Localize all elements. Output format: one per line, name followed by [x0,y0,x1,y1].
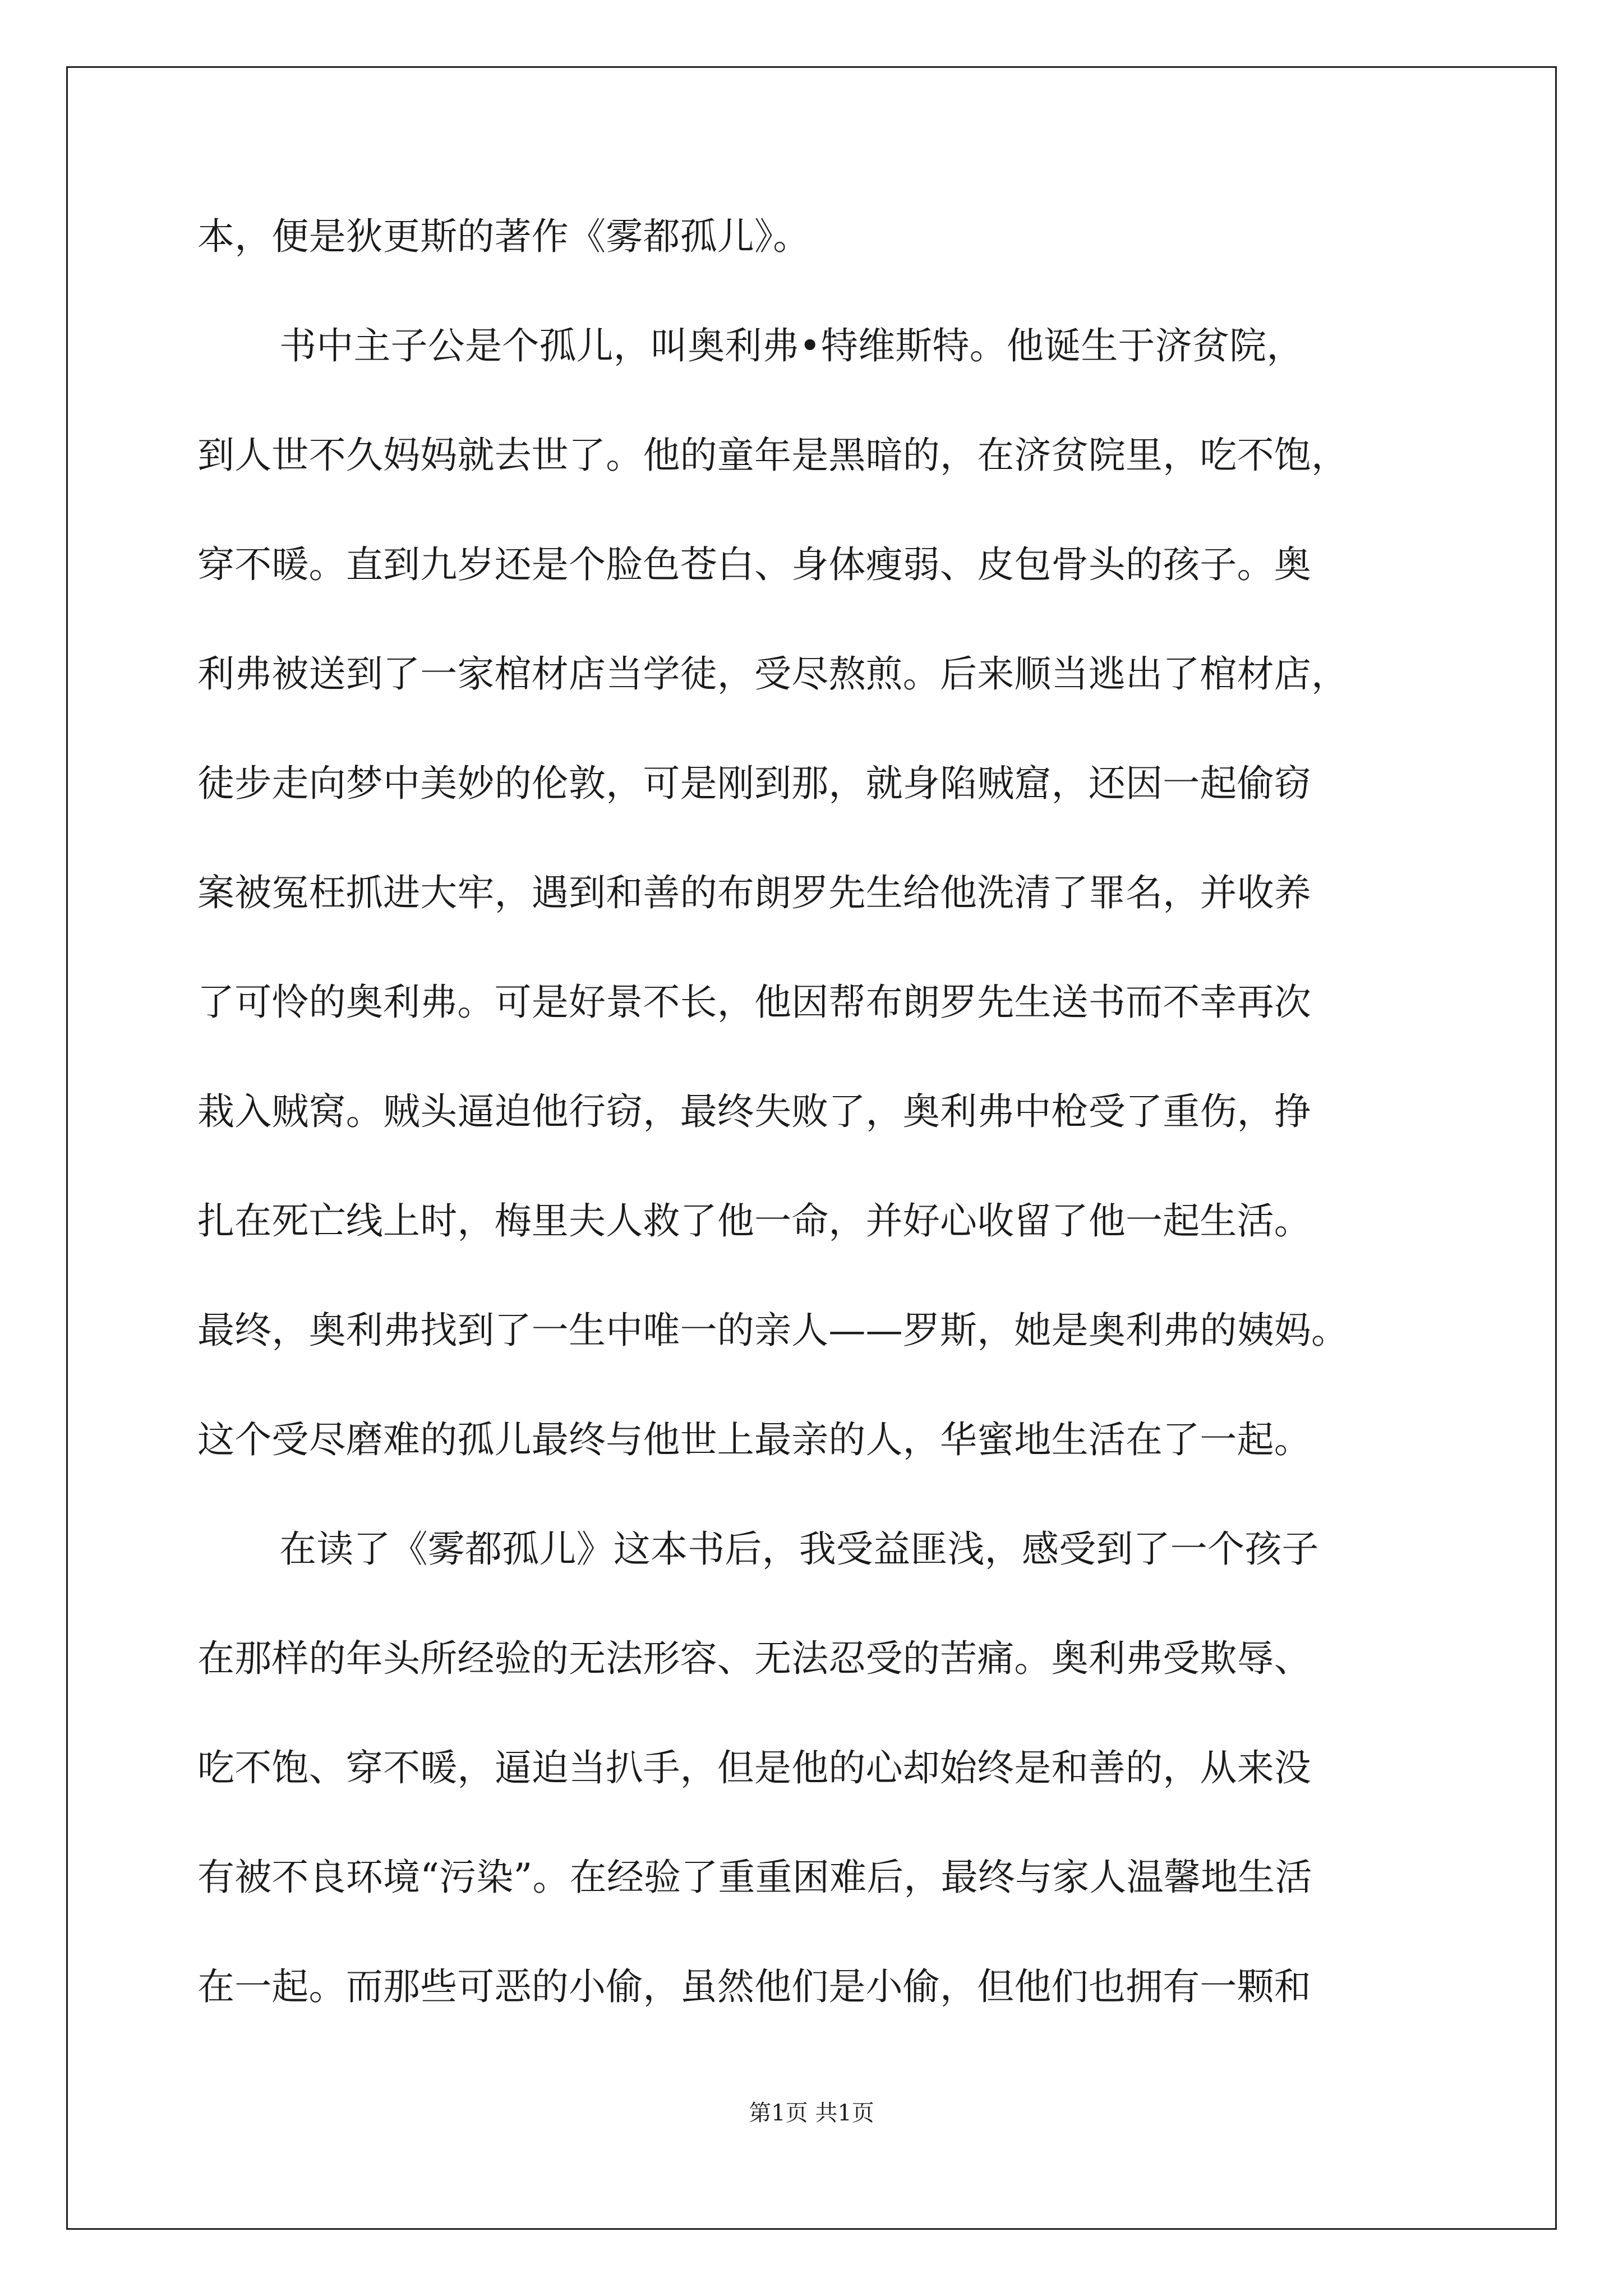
text-line: 利弗被送到了一家棺材店当学徒，受尽熬煎。后来顺当逃出了棺材店， [197,652,1349,696]
text-line: 穿不暖。直到九岁还是个脸色苍白、身体瘦弱、皮包骨头的孩子。奥 [197,543,1311,586]
text-line: 栽入贼窝。贼头逼迫他行窃，最终失败了，奥利弗中枪受了重伤，挣 [197,1090,1311,1133]
text-line: 扎在死亡线上时，梅里夫人救了他一命，并好心收留了他一起生活。 [197,1199,1311,1243]
paragraph-first-line: 书中主子公是个孤儿，叫奥利弗•特维斯特。他诞生于济贫院， [279,324,1304,367]
text-line: 这个受尽磨难的孤儿最终与他世上最亲的人，华蜜地生活在了一起。 [197,1418,1311,1461]
text-line: 徒步走向梦中美妙的伦敦，可是刚到那，就身陷贼窟，还因一起偷窃 [197,762,1311,805]
text-line: 在一起。而那些可恶的小偷，虽然他们是小偷，但他们也拥有一颗和 [197,1965,1311,2008]
text-line: 吃不饱、穿不暖，逼迫当扒手，但是他的心却始终是和善的，从来没 [197,1746,1311,1789]
page-footer: 第1页 共1页 [749,2100,874,2126]
text-line: 到人世不久妈妈就去世了。他的童年是黑暗的，在济贫院里，吃不饱， [197,434,1349,477]
text-line: 案被冤枉抓进大牢，遇到和善的布朗罗先生给他洗清了罪名，并收养 [197,871,1311,914]
text-line: 在那样的年头所经验的无法形容、无法忍受的苦痛。奥利弗受欺辱、 [197,1637,1311,1680]
text-line: 了可怜的奥利弗。可是好景不长，他因帮布朗罗先生送书而不幸再次 [197,981,1311,1024]
text-line: 有被不良环境“污染”。在经验了重重困难后，最终与家人温馨地生活 [197,1856,1312,1899]
paragraph-first-line: 在读了《雾都孤儿》这本书后，我受益匪浅，感受到了一个孩子 [279,1527,1319,1571]
text-line: 最终，奥利弗找到了一生中唯一的亲人——罗斯，她是奥利弗的姨妈。 [197,1309,1349,1352]
text-line: 本，便是狄更斯的著作《雾都孤儿》。 [197,215,810,258]
